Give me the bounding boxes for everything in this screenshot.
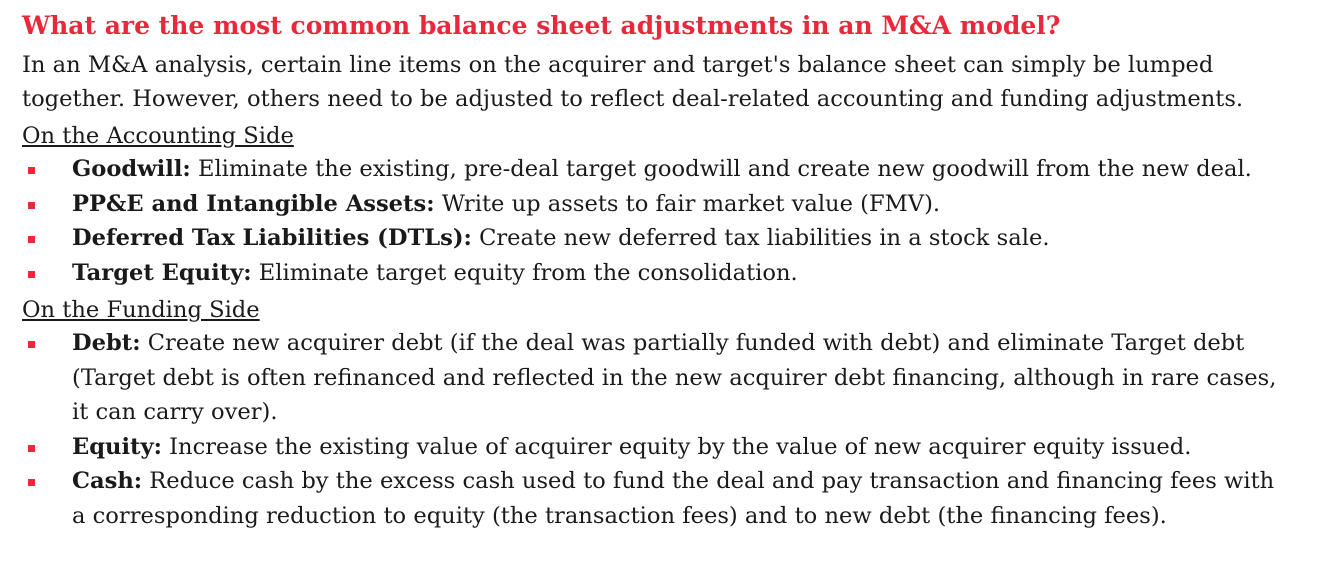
item-text: Increase the existing value of acquirer equity by the value of new acquirer equity issued. <box>161 433 1192 460</box>
square-bullet-icon <box>28 445 35 452</box>
item-term: PP&E and Intangible Assets: <box>72 190 435 217</box>
square-bullet-icon <box>28 202 35 209</box>
square-bullet-icon <box>28 236 35 243</box>
accounting-section-heading: On the Accounting Side <box>22 123 294 149</box>
list-item-dtl <box>22 221 1292 256</box>
item-term: Debt: <box>72 330 141 356</box>
funding-list <box>22 326 1334 533</box>
item-term: Target Equity: <box>72 259 252 286</box>
item-term: Cash: <box>72 468 143 494</box>
square-bullet-icon <box>28 341 35 348</box>
funding-section-heading: On the Funding Side <box>22 297 260 323</box>
item-term: Equity: <box>72 433 162 460</box>
item-term: Deferred Tax Liabilities (DTLs): <box>72 225 472 251</box>
item-text: Create new deferred tax liabilities in a stock sale. <box>471 225 1050 251</box>
list-item-cash <box>22 464 1292 533</box>
accounting-list <box>22 152 1334 290</box>
item-text: Write up assets to fair market value (FMV). <box>434 190 941 217</box>
square-bullet-icon <box>28 479 35 486</box>
square-bullet-icon <box>28 167 35 174</box>
list-item-goodwill <box>22 152 1292 187</box>
square-bullet-icon <box>28 271 35 278</box>
item-text: Create new acquirer debt (if the deal was partially funded with debt) and eliminate Target debt (Target debt is often refinanced and reflected in the new acquirer debt financing, although in rare cases, it can carry over). <box>72 330 1277 425</box>
list-item-debt <box>22 326 1292 430</box>
list-item-equity <box>22 430 1292 465</box>
item-text: Reduce cash by the excess cash used to fund the deal and pay transaction and financing fees with a corresponding reduction to equity (the transaction fees) and to new debt (the financing fees). <box>72 468 1275 529</box>
intro-paragraph: In an M&A analysis, certain line items on the acquirer and target's balance sheet can simply be lumped together. However, others need to be adjusted to reflect deal-related accounting and funding adjustments. <box>22 52 1244 112</box>
item-text: Eliminate target equity from the consolidation. <box>251 259 798 286</box>
list-item-ppe <box>22 187 1292 222</box>
item-text: Eliminate the existing, pre-deal target goodwill and create new goodwill from the new deal. <box>190 156 1252 182</box>
list-item-target-equity <box>22 256 1292 291</box>
document-title: What are the most common balance sheet adjustments in an M&A model? <box>22 11 1061 40</box>
item-term: Goodwill: <box>72 156 191 182</box>
